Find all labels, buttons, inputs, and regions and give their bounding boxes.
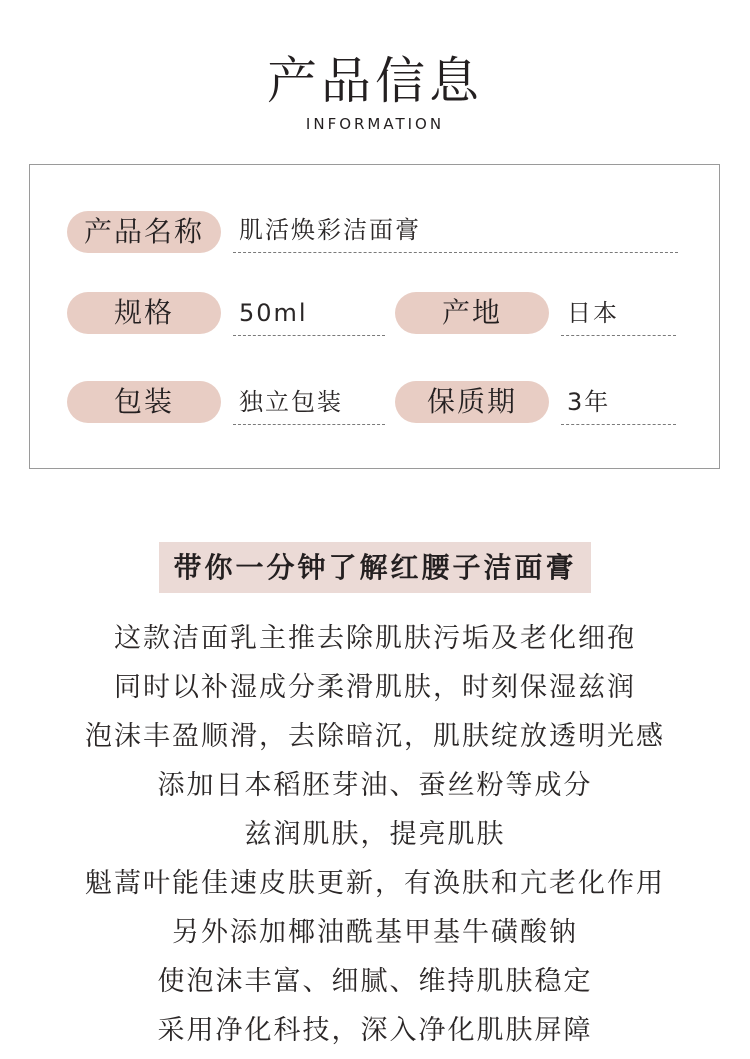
description-line: 添加日本稻胚芽油、蚕丝粉等成分 — [157, 770, 593, 801]
description-line: 泡沫丰盈顺滑，去除暗沉，肌肤绽放透明光感 — [85, 721, 665, 752]
shelf-life-value: 3年 — [561, 383, 676, 425]
description-line: 使泡沫丰富、细腻、维持肌肤稳定 — [157, 966, 593, 997]
spec-value: 50ml — [233, 294, 385, 336]
description-line: 同时以补湿成分柔滑肌肤，时刻保湿兹润 — [114, 672, 636, 703]
package-value: 独立包装 — [233, 383, 385, 425]
origin-value: 日本 — [561, 294, 676, 336]
package-label: 包装 — [67, 381, 221, 423]
description-list — [0, 614, 750, 1055]
description-line: 这款洁面乳主推去除肌肤污垢及老化细孢 — [114, 623, 636, 654]
product-name-label: 产品名称 — [67, 211, 221, 253]
description-line: 魁蒿叶能佳速皮肤更新，有涣肤和亢老化作用 — [85, 868, 665, 899]
section-heading: 带你一分钟了解红腰子洁面膏 — [159, 542, 590, 593]
page-title: 产品信息 — [267, 52, 483, 110]
description-line: 采用净化科技，深入净化肌肤屏障 — [157, 1015, 593, 1046]
product-info-box — [29, 164, 720, 469]
page-subtitle: INFORMATION — [305, 115, 445, 133]
origin-label: 产地 — [395, 292, 549, 334]
spec-label: 规格 — [67, 292, 221, 334]
description-line: 另外添加椰油酰基甲基牛磺酸钠 — [172, 917, 578, 948]
product-name-value: 肌活焕彩洁面膏 — [233, 211, 678, 253]
description-line: 兹润肌肤，提亮肌肤 — [244, 819, 506, 850]
shelf-life-label: 保质期 — [395, 381, 549, 423]
section-heading-wrap — [0, 542, 750, 593]
